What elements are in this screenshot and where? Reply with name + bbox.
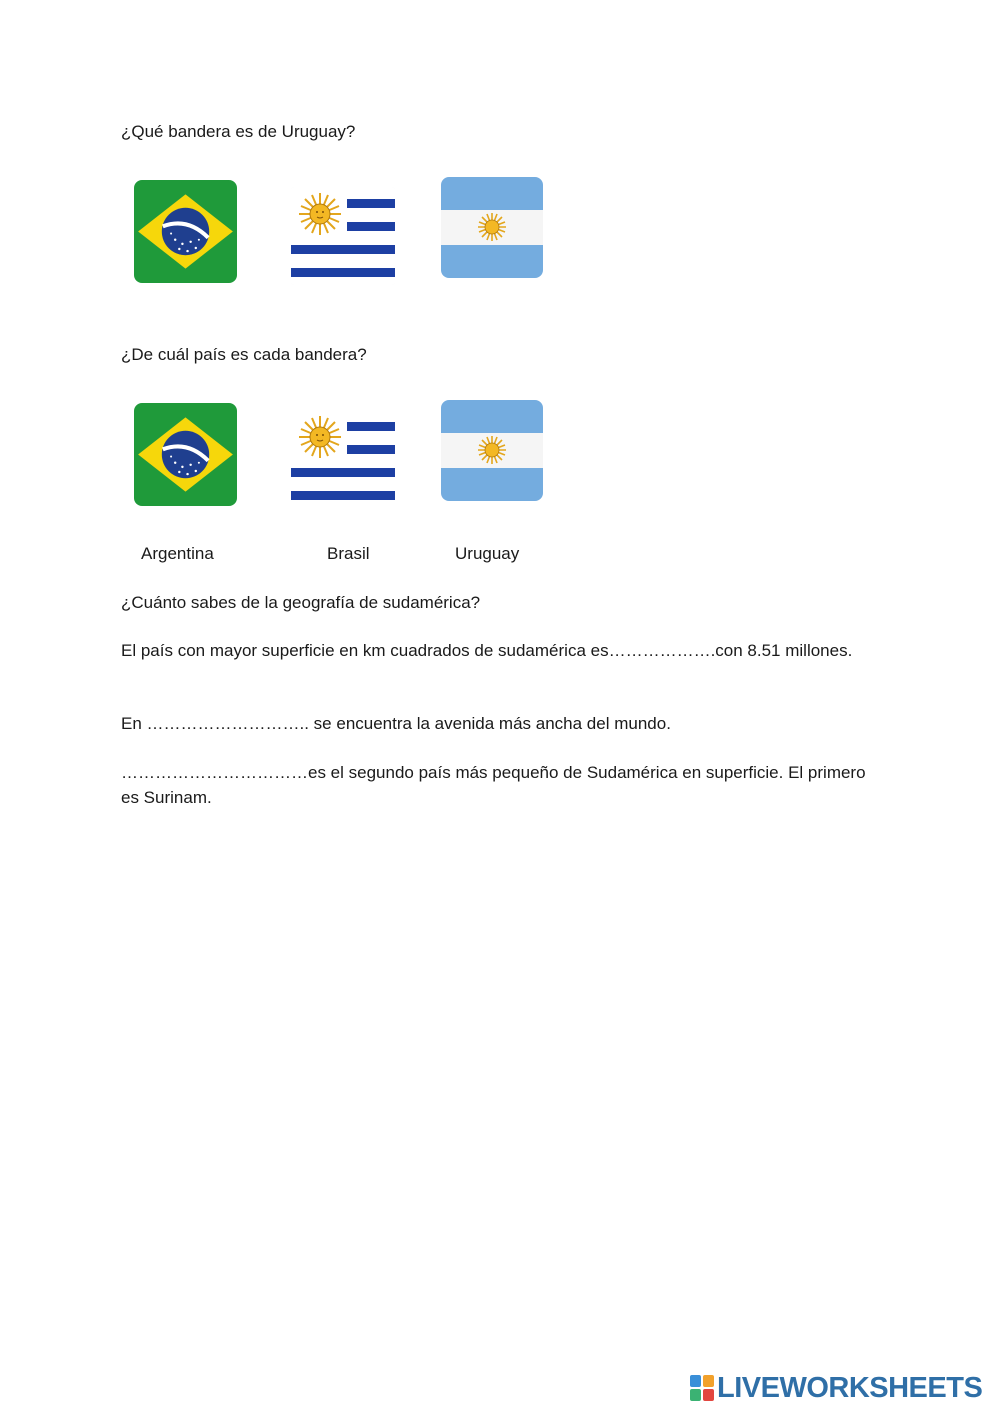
liveworksheets-mark-icon [690,1375,714,1401]
sentence-largest-country[interactable]: El país con mayor superficie en km cuadrados de sudamérica es……………….con 8.51 millones. [121,641,853,660]
uruguay-flag-icon[interactable] [291,187,395,285]
liveworksheets-logo [690,1373,982,1403]
question-country-per-flag: ¿De cuál país es cada bandera? [121,345,367,364]
sentence-widest-avenue[interactable]: En ……………………….. se encuentra la avenida más ancha del mundo. [121,714,671,733]
argentina-flag-icon[interactable] [441,177,543,278]
brazil-flag-icon[interactable] [134,180,237,283]
uruguay-flag-icon[interactable] [291,410,395,508]
label-uruguay[interactable]: Uruguay [455,544,520,563]
liveworksheets-logo-text: LIVEWORKSHEETS [717,1371,983,1404]
label-argentina[interactable]: Argentina [141,544,214,563]
question-geography: ¿Cuánto sabes de la geografía de sudamérica? [121,593,481,612]
question-uruguay-flag: ¿Qué bandera es de Uruguay? [121,122,356,141]
brazil-flag-icon[interactable] [134,403,237,506]
sentence-second-smallest[interactable]: ……………………………es el segundo país más pequeño de Sudamérica en superficie. El primero es Surinam. [121,763,866,807]
argentina-flag-icon[interactable] [441,400,543,501]
label-brasil[interactable]: Brasil [327,544,370,563]
